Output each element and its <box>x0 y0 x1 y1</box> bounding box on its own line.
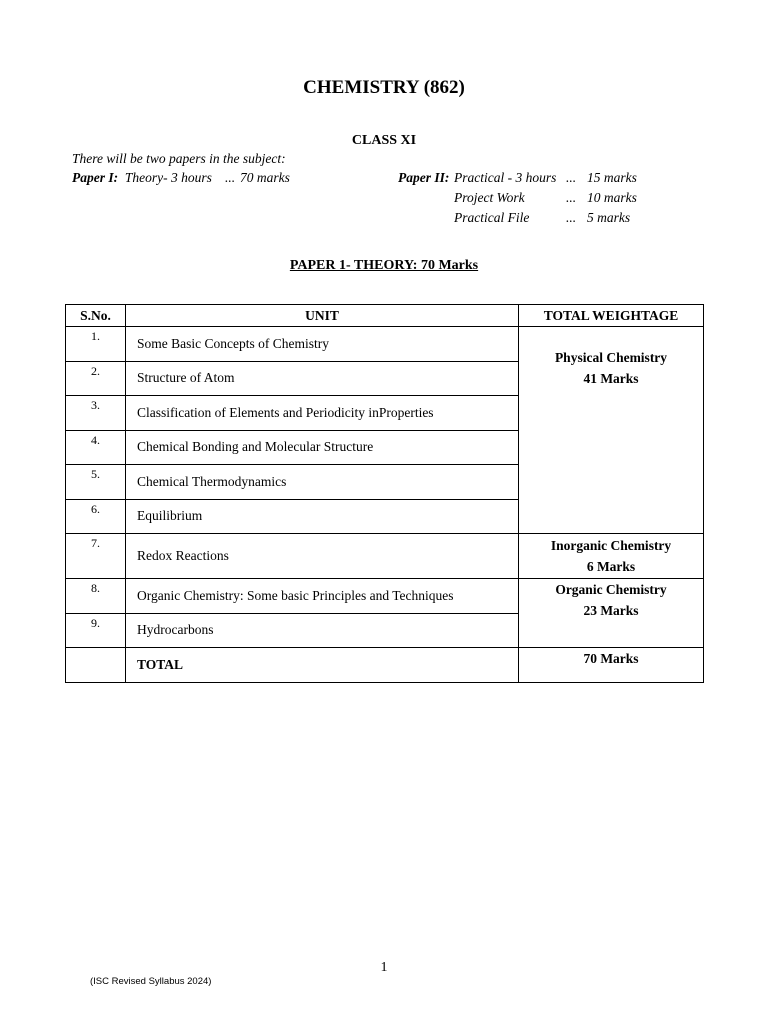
row-sno: 2. <box>66 361 126 396</box>
row-sno: 3. <box>66 396 126 431</box>
weightage-name: Physical Chemistry <box>554 350 668 365</box>
weightage-marks: 23 Marks <box>583 603 639 618</box>
row-sno: 8. <box>66 579 126 614</box>
row-sno: 7. <box>66 534 126 579</box>
total-label: TOTAL <box>126 648 519 683</box>
row-unit: Equilibrium <box>126 499 519 534</box>
header-sno: S.No. <box>66 305 126 327</box>
paper1-label: Paper I: <box>72 170 119 185</box>
paper2-item-dots: ... <box>566 170 577 185</box>
paper2-item-name: Practical - 3 hours <box>454 170 557 185</box>
header-unit: UNIT <box>126 305 519 327</box>
paper1-dots: ... <box>225 170 236 185</box>
paper2-item-marks: 15 marks <box>587 170 637 185</box>
row-unit: Redox Reactions <box>126 534 519 579</box>
footer-note: (ISC Revised Syllabus 2024) <box>90 976 212 987</box>
weightage-marks: 41 Marks <box>583 371 639 386</box>
row-unit: Chemical Bonding and Molecular Structure <box>126 430 519 465</box>
weightage-name: Organic Chemistry <box>555 582 667 597</box>
weightage-physical <box>519 327 704 534</box>
class-label: CLASS XI <box>351 133 417 148</box>
weightage-organic <box>519 579 704 648</box>
row-unit: Structure of Atom <box>126 361 519 396</box>
paper2-item-name: Project Work <box>454 190 525 205</box>
row-sno: 4. <box>66 430 126 465</box>
paper1-marks: 70 marks <box>240 170 290 185</box>
page-number: 1 <box>380 960 388 975</box>
paper1-detail: Theory- 3 hours <box>124 170 212 185</box>
paper2-item-marks: 10 marks <box>587 190 637 205</box>
row-unit: Hydrocarbons <box>126 613 519 648</box>
header-weightage: TOTAL WEIGHTAGE <box>519 305 704 327</box>
row-unit: Organic Chemistry: Some basic Principles and Techniques <box>126 579 519 614</box>
table-row <box>66 579 704 614</box>
section-heading: PAPER 1- THEORY: 70 Marks <box>289 258 479 273</box>
total-sno-empty <box>66 648 126 683</box>
paper2-item-name: Practical File <box>454 210 530 225</box>
total-marks: 70 Marks <box>519 648 704 683</box>
page-title: CHEMISTRY (862) <box>303 77 465 98</box>
table-row <box>66 327 704 362</box>
paper2-item-dots: ... <box>566 190 577 205</box>
row-sno: 1. <box>66 327 126 362</box>
weightage-marks: 6 Marks <box>586 559 636 574</box>
row-unit: Chemical Thermodynamics <box>126 465 519 500</box>
intro-text: There will be two papers in the subject: <box>72 151 286 166</box>
paper2-label: Paper II: <box>398 170 450 185</box>
row-unit: Classification of Elements and Periodicity inProperties <box>126 396 519 431</box>
weightage-inorganic <box>519 534 704 579</box>
table-header-row <box>66 305 704 327</box>
paper2-item-marks: 5 marks <box>587 210 631 225</box>
paper2-item-dots: ... <box>566 210 577 225</box>
table-row <box>66 534 704 579</box>
total-row <box>66 648 704 683</box>
weightage-name: Inorganic Chemistry <box>550 538 672 553</box>
paper1-line <box>72 170 212 186</box>
row-sno: 9. <box>66 613 126 648</box>
syllabus-table <box>65 304 704 683</box>
row-unit: Some Basic Concepts of Chemistry <box>126 327 519 362</box>
row-sno: 6. <box>66 499 126 534</box>
row-sno: 5. <box>66 465 126 500</box>
